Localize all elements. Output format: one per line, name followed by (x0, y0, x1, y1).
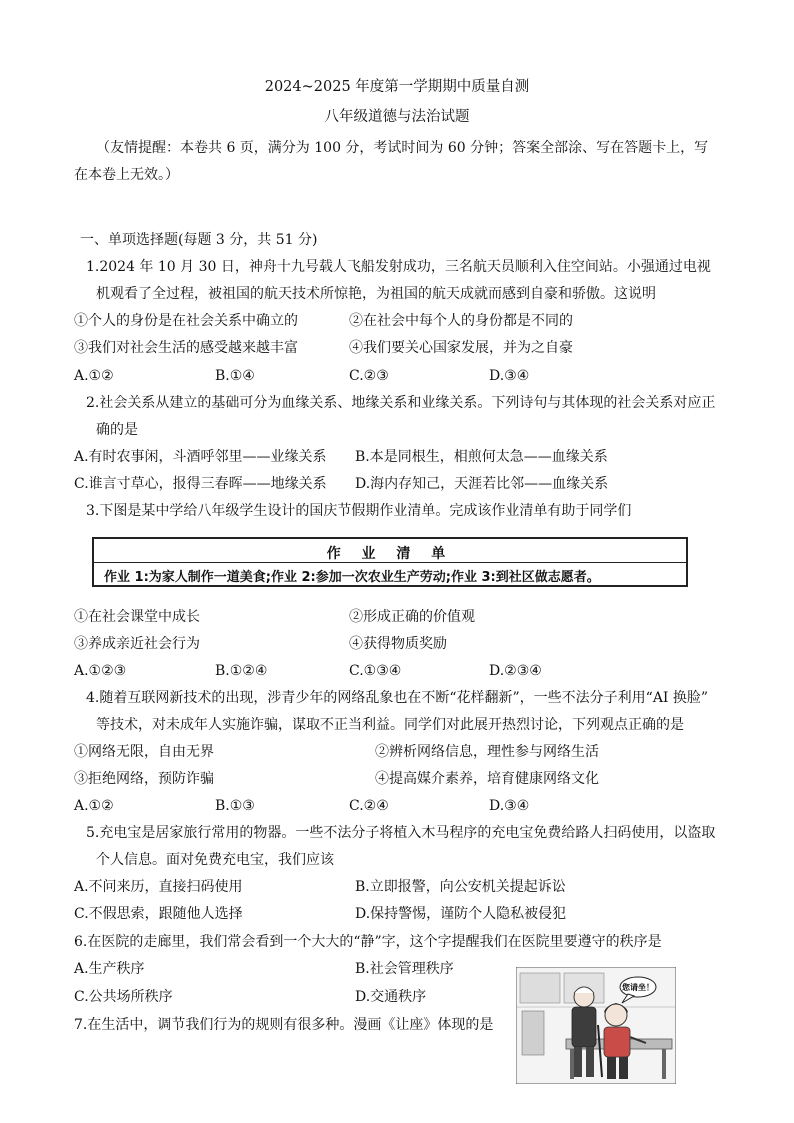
q6-stem: 6.在医院的走廊里，我们常会看到一个大大的“静”字，这个字提醒我们在医院里要遵守的秩序是 (74, 934, 662, 950)
q1-choice-b: B.①④ (215, 368, 255, 384)
section-heading: 一、单项选择题(每题 3 分，共 51 分) (80, 232, 318, 248)
homework-list-box (92, 537, 688, 587)
q6-choice-d: D.交通秩序 (355, 989, 427, 1005)
q4-statement-3: ③拒绝网络，预防诈骗 (74, 771, 214, 787)
q1-statement-4: ④我们要关心国家发展，并为之自豪 (349, 340, 573, 356)
q2-choice-b: B.本是同根生，相煎何太急——血缘关系 (355, 449, 608, 465)
q1-statement-3: ③我们对社会生活的感受越来越丰富 (74, 340, 298, 356)
q1-stem-line-2: 机观看了全过程，被祖国的航天技术所惊艳，为祖国的航天成就而感到自豪和骄傲。这说明 (96, 286, 656, 302)
q5-choice-b: B.立即报警，向公安机关提起诉讼 (355, 879, 566, 895)
q3-statement-1: ①在社会课堂中成长 (74, 609, 200, 625)
q2-stem-line-1: 2.社会关系从建立的基础可分为血缘关系、地缘关系和业缘关系。下列诗句与其体现的社会关系对应正 (86, 395, 716, 411)
q4-statement-4: ④提高媒介素养，培育健康网络文化 (375, 771, 599, 787)
q3-choice-b: B.①②④ (215, 663, 268, 679)
q3-statement-3: ③养成亲近社会行为 (74, 636, 200, 652)
q5-stem-line-1: 5.充电宝是居家旅行常用的物器。一些不法分子将植入木马程序的充电宝免费给路人扫码使用，以盗取 (86, 825, 716, 841)
cartoon-illustration (516, 967, 676, 1084)
q3-choice-a: A.①②③ (74, 663, 127, 679)
q2-choice-c: C.谁言寸草心，报得三春晖——地缘关系 (74, 476, 327, 492)
q2-stem-line-2: 确的是 (96, 422, 138, 438)
homework-list-content: 作业 1:为家人制作一道美食;作业 2:参加一次农业生产劳动;作业 3:到社区做志愿者。 (104, 570, 600, 585)
speech-bubble-text: 您请坐！ (622, 983, 654, 992)
q2-choice-a: A.有时农事闲，斗酒呼邻里——业缘关系 (74, 449, 327, 465)
q1-statement-1: ①个人的身份是在社会关系中确立的 (74, 313, 298, 329)
q4-statement-2: ②辨析网络信息，理性参与网络生活 (375, 744, 599, 760)
notice-line-2: 在本卷上无效。） (74, 167, 179, 183)
q3-statement-4: ④获得物质奖励 (349, 636, 447, 652)
q7-stem: 7.在生活中，调节我们行为的规则有很多种。漫画《让座》体现的是 (74, 1017, 494, 1033)
q3-stem: 3.下图是某中学给八年级学生设计的国庆节假期作业清单。完成该作业清单有助于同学们 (86, 503, 632, 519)
q5-stem-line-2: 个人信息。面对免费充电宝，我们应该 (96, 852, 334, 868)
q4-choice-b: B.①③ (215, 798, 255, 814)
q6-choice-c: C.公共场所秩序 (74, 989, 173, 1005)
q4-choice-c: C.②④ (349, 798, 389, 814)
q1-statement-2: ②在社会中每个人的身份都是不同的 (349, 313, 573, 329)
q4-statement-1: ①网络无限，自由无界 (74, 744, 214, 760)
notice-line-1: （友情提醒：本卷共 6 页，满分为 100 分，考试时间为 60 分钟；答案全部涂、写在答题卡上，写 (96, 140, 709, 156)
q4-choice-a: A.①② (74, 798, 114, 814)
q6-choice-b: B.社会管理秩序 (355, 961, 454, 977)
exam-subtitle: 八年级道德与法治试题 (324, 109, 470, 125)
exam-title: 2024~2025 年度第一学期期中质量自测 (264, 79, 530, 95)
q6-choice-a: A.生产秩序 (74, 961, 145, 977)
q4-stem-line-2: 等技术，对未成年人实施诈骗，谋取不正当利益。同学们对此展开热烈讨论，下列观点正确的是 (96, 717, 684, 733)
q3-choice-c: C.①③④ (349, 663, 402, 679)
q1-stem-line-1: 1.2024 年 10 月 30 日，神舟十九号载人飞船发射成功，三名航天员顺利入住空间站。小强通过电视 (86, 259, 711, 275)
q5-choice-a: A.不问来历，直接扫码使用 (74, 879, 243, 895)
q1-choice-d: D.③④ (489, 368, 530, 384)
q2-choice-d: D.海内存知己，天涯若比邻——血缘关系 (355, 476, 609, 492)
q3-statement-2: ②形成正确的价值观 (349, 609, 475, 625)
q4-stem-line-1: 4.随着互联网新技术的出现，涉青少年的网络乱象也在不断“花样翻新”，一些不法分子利用“AI 换脸” (86, 690, 709, 706)
q5-choice-c: C.不假思索，跟随他人选择 (74, 906, 243, 922)
q1-choice-c: C.②③ (349, 368, 389, 384)
homework-list-divider (94, 562, 686, 563)
q3-choice-d: D.②③④ (489, 663, 542, 679)
homework-list-title: 作 业 清 单 (326, 546, 454, 562)
q1-choice-a: A.①② (74, 368, 114, 384)
q4-choice-d: D.③④ (489, 798, 530, 814)
q5-choice-d: D.保持警惕，谨防个人隐私被侵犯 (355, 906, 567, 922)
